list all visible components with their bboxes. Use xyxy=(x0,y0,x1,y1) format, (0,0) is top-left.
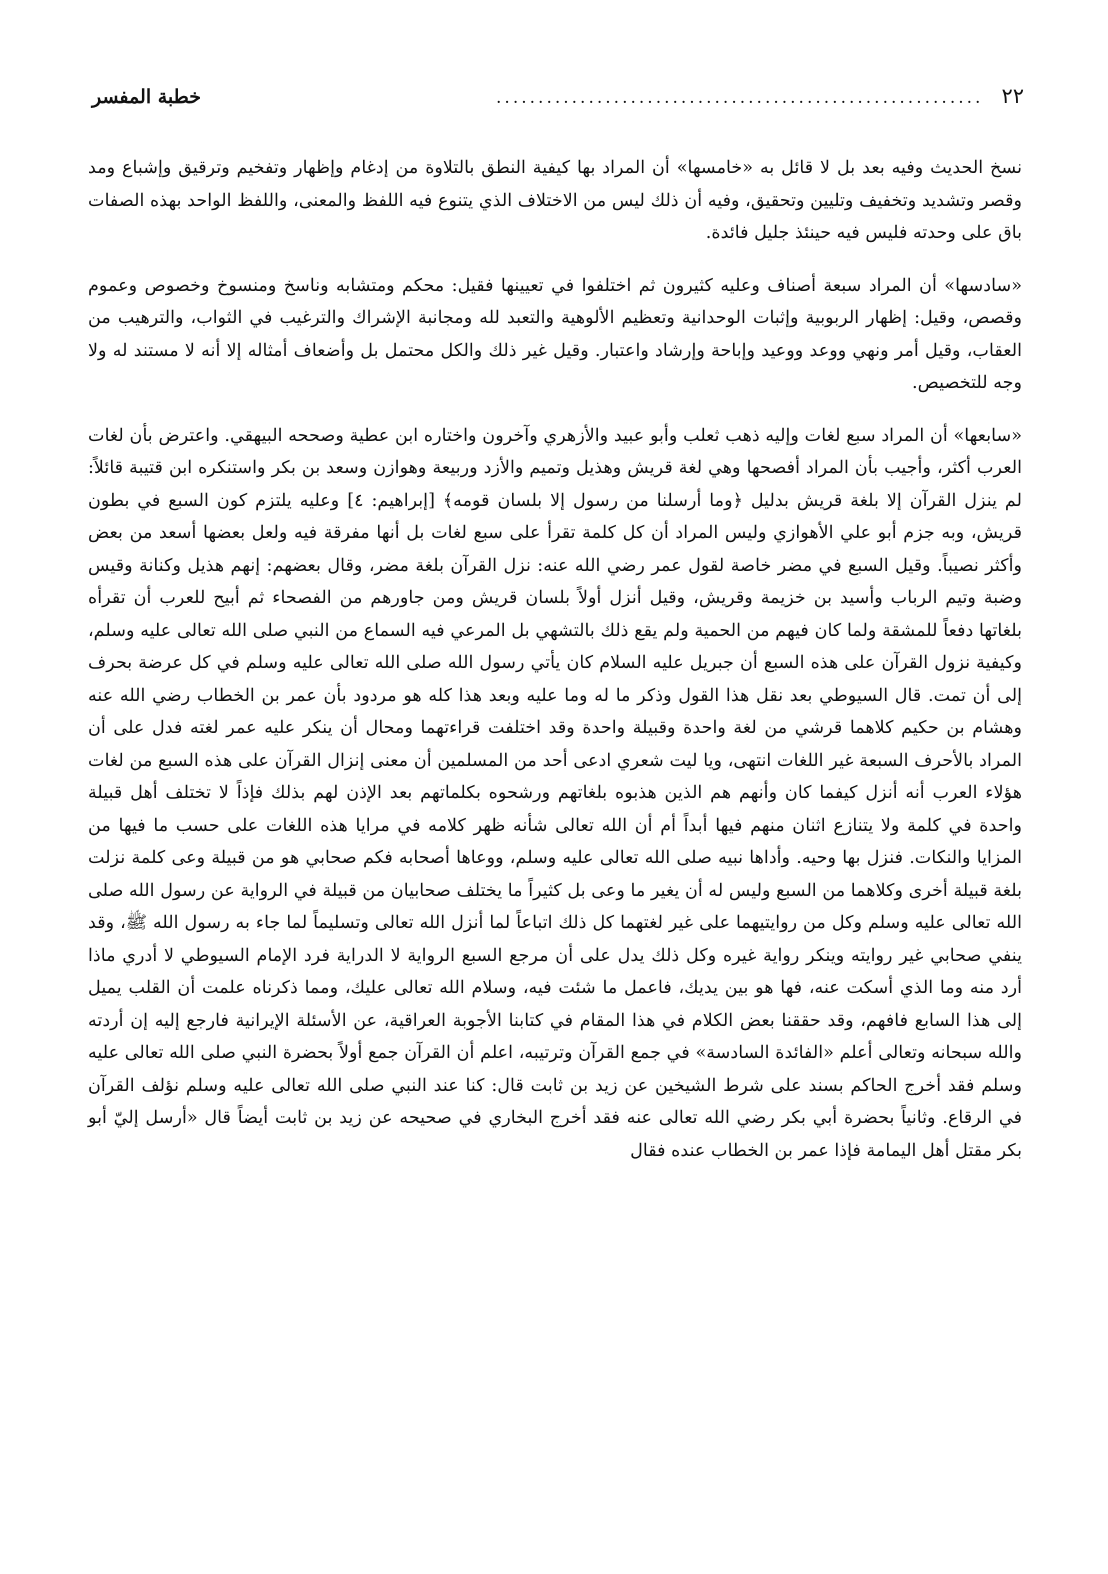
paragraph-fifth: نسخ الحديث وفيه بعد بل لا قائل به «خامسها» أن المراد بها كيفية النطق بالتلاوة من إدغام وإظهار وتفخيم وترقيق وإشباع ومد وقصر وتشديد وتخفيف وتليين وتحقيق، وفيه أن ذلك ليس من الاختلاف الذي يتنوع فيه اللفظ والمعنى، واللفظ الواحد بهذه الصفات باق على وحدته فليس فيه حينئذ جليل فائدة. xyxy=(88,158,1022,243)
leader-dots: .......................................................... xyxy=(496,88,984,108)
running-header xyxy=(92,84,1024,120)
paragraph-sixth: «سادسها» أن المراد سبعة أصناف وعليه كثيرون ثم اختلفوا في تعيينها فقيل: محكم ومتشابه وناسخ ومنسوخ وخصوص وعموم وقصص، وقيل: إظهار الربوبية وإثبات الوحدانية وتعظيم الألوهية والتعبد لله ومجانبة الإشراك والترغيب في الثواب، والترهيب من العقاب، وقيل أمر ونهي ووعد ووعيد وإباحة وإرشاد واعتبار. وقيل غير ذلك والكل محتمل بل وأضعاف أمثاله إلا أنه لا مستند له ولا وجه للتخصيص. xyxy=(88,275,1022,393)
text-body xyxy=(88,152,1022,1181)
header-title: خطبة المفسر xyxy=(92,86,201,108)
paragraph-seventh: «سابعها» أن المراد سبع لغات وإليه ذهب ثعلب وأبو عبيد والأزهري وآخرون واختاره ابن عطية وصححه البيهقي. واعترض بأن لغات العرب أكثر، وأجيب بأن المراد أفصحها وهي لغة قريش وهذيل وتميم والأزد وربيعة وهوازن وسعد بن بكر واستنكره ابن قتيبة قائلاً: لم ينزل القرآن إلا بلغة قريش بدليل ﴿وما أرسلنا من رسول إلا بلسان قومه﴾ [إبراهيم: ٤] وعليه يلتزم كون السبع في بطون قريش، وبه جزم أبو علي الأهوازي وليس المراد أن كل كلمة تقرأ على سبع لغات بل أنها مفرقة فيه ولعل بعضها أسعد من بعض وأكثر نصيباً. وقيل السبع في مضر خاصة لقول عمر رضي الله عنه: نزل القرآن بلغة مضر، وقال بعضهم: إنهم هذيل وكنانة وقيس وضبة وتيم الرباب وأسيد بن خزيمة وقريش، وقيل أنزل أولاً بلسان قريش ومن جاورهم من الفصحاء ثم أبيح للعرب أن تقرأه بلغاتها دفعاً للمشقة ولما كان فيهم من الحمية ولم يقع ذلك بالتشهي بل المرعي فيه السماع من النبي صلى الله تعالى عليه وسلم، وكيفية نزول القرآن على هذه السبع أن جبريل عليه السلام كان يأتي رسول الله صلى الله تعالى عليه وسلم في كل عرضة بحرف إلى أن تمت. قال السيوطي بعد نقل هذا القول وذكر ما له وما عليه وبعد هذا كله هو مردود بأن عمر بن الخطاب رضي الله عنه وهشام بن حكيم كلاهما قرشي من لغة واحدة وقبيلة واحدة وقد اختلفت قراءتهما ومحال أن ينكر عليه عمر لغته فدل على أن المراد بالأحرف السبعة غير اللغات انتهى، ويا ليت شعري ادعى أحد من المسلمين أن معنى إنزال القرآن على هذه السبع من لغات هؤلاء العرب أنه أنزل كيفما كان وأنهم هم الذين هذبوه بلغاتهم ورشحوه بكلماتهم بعد الإذن لهم بذلك فإذاً لا تختلف أهل قبيلة واحدة في كلمة ولا يتنازع اثنان منهم فيها أبداً أم أن الله تعالى شأنه ظهر كلامه في مرايا هذه اللغات على حسب ما فيها من المزايا والنكات. فنزل بها وحيه. وأداها نبيه صلى الله تعالى عليه وسلم، ووعاها أصحابه فكم صحابي هو من قبيلة وعى كلمة نزلت بلغة قبيلة أخرى وكلاهما من السبع وليس له أن يغير ما وعى بل كثيراً ما يختلف صحابيان من قبيلة في الرواية عن رسول الله صلى الله تعالى عليه وسلم وكل من روايتيهما على غير لغتهما كل ذلك اتباعاً لما أنزل الله تعالى وتسليماً لما جاء به رسول الله ﷺ، وقد ينفي صحابي غير روايته وينكر رواية غيره وكل ذلك يدل على أن مرجع السبع الرواية لا الدراية فرد الإمام السيوطي لا أدري ماذا أرد منه وما الذي أسكت عنه، فها هو بين يديك، فاعمل ما شئت فيه، وسلام الله تعالى عليك، ومما ذكرناه علمت أن القلب يميل إلى هذا السابع فافهم، وقد حققنا بعض الكلام في هذا المقام في كتابنا الأجوبة العراقية، عن الأسئلة الإيرانية فارجع إليه إن أردته والله سبحانه وتعالى أعلم «الفائدة السادسة» في جمع القرآن وترتيبه، اعلم أن القرآن جمع أولاً بحضرة النبي صلى الله تعالى عليه وسلم فقد أخرج الحاكم بسند على شرط الشيخين عن زيد بن ثابت قال: كنا عند النبي صلى الله تعالى عليه وسلم نؤلف القرآن في الرقاع. وثانياً بحضرة أبي بكر رضي الله تعالى عنه فقد أخرج البخاري في صحيحه عن زيد بن ثابت أيضاً قال «أرسل إليّ أبو بكر مقتل أهل اليمامة فإذا عمر بن الخطاب عنده فقال xyxy=(88,425,1022,1161)
page-number: ٢٢ xyxy=(1001,84,1024,108)
